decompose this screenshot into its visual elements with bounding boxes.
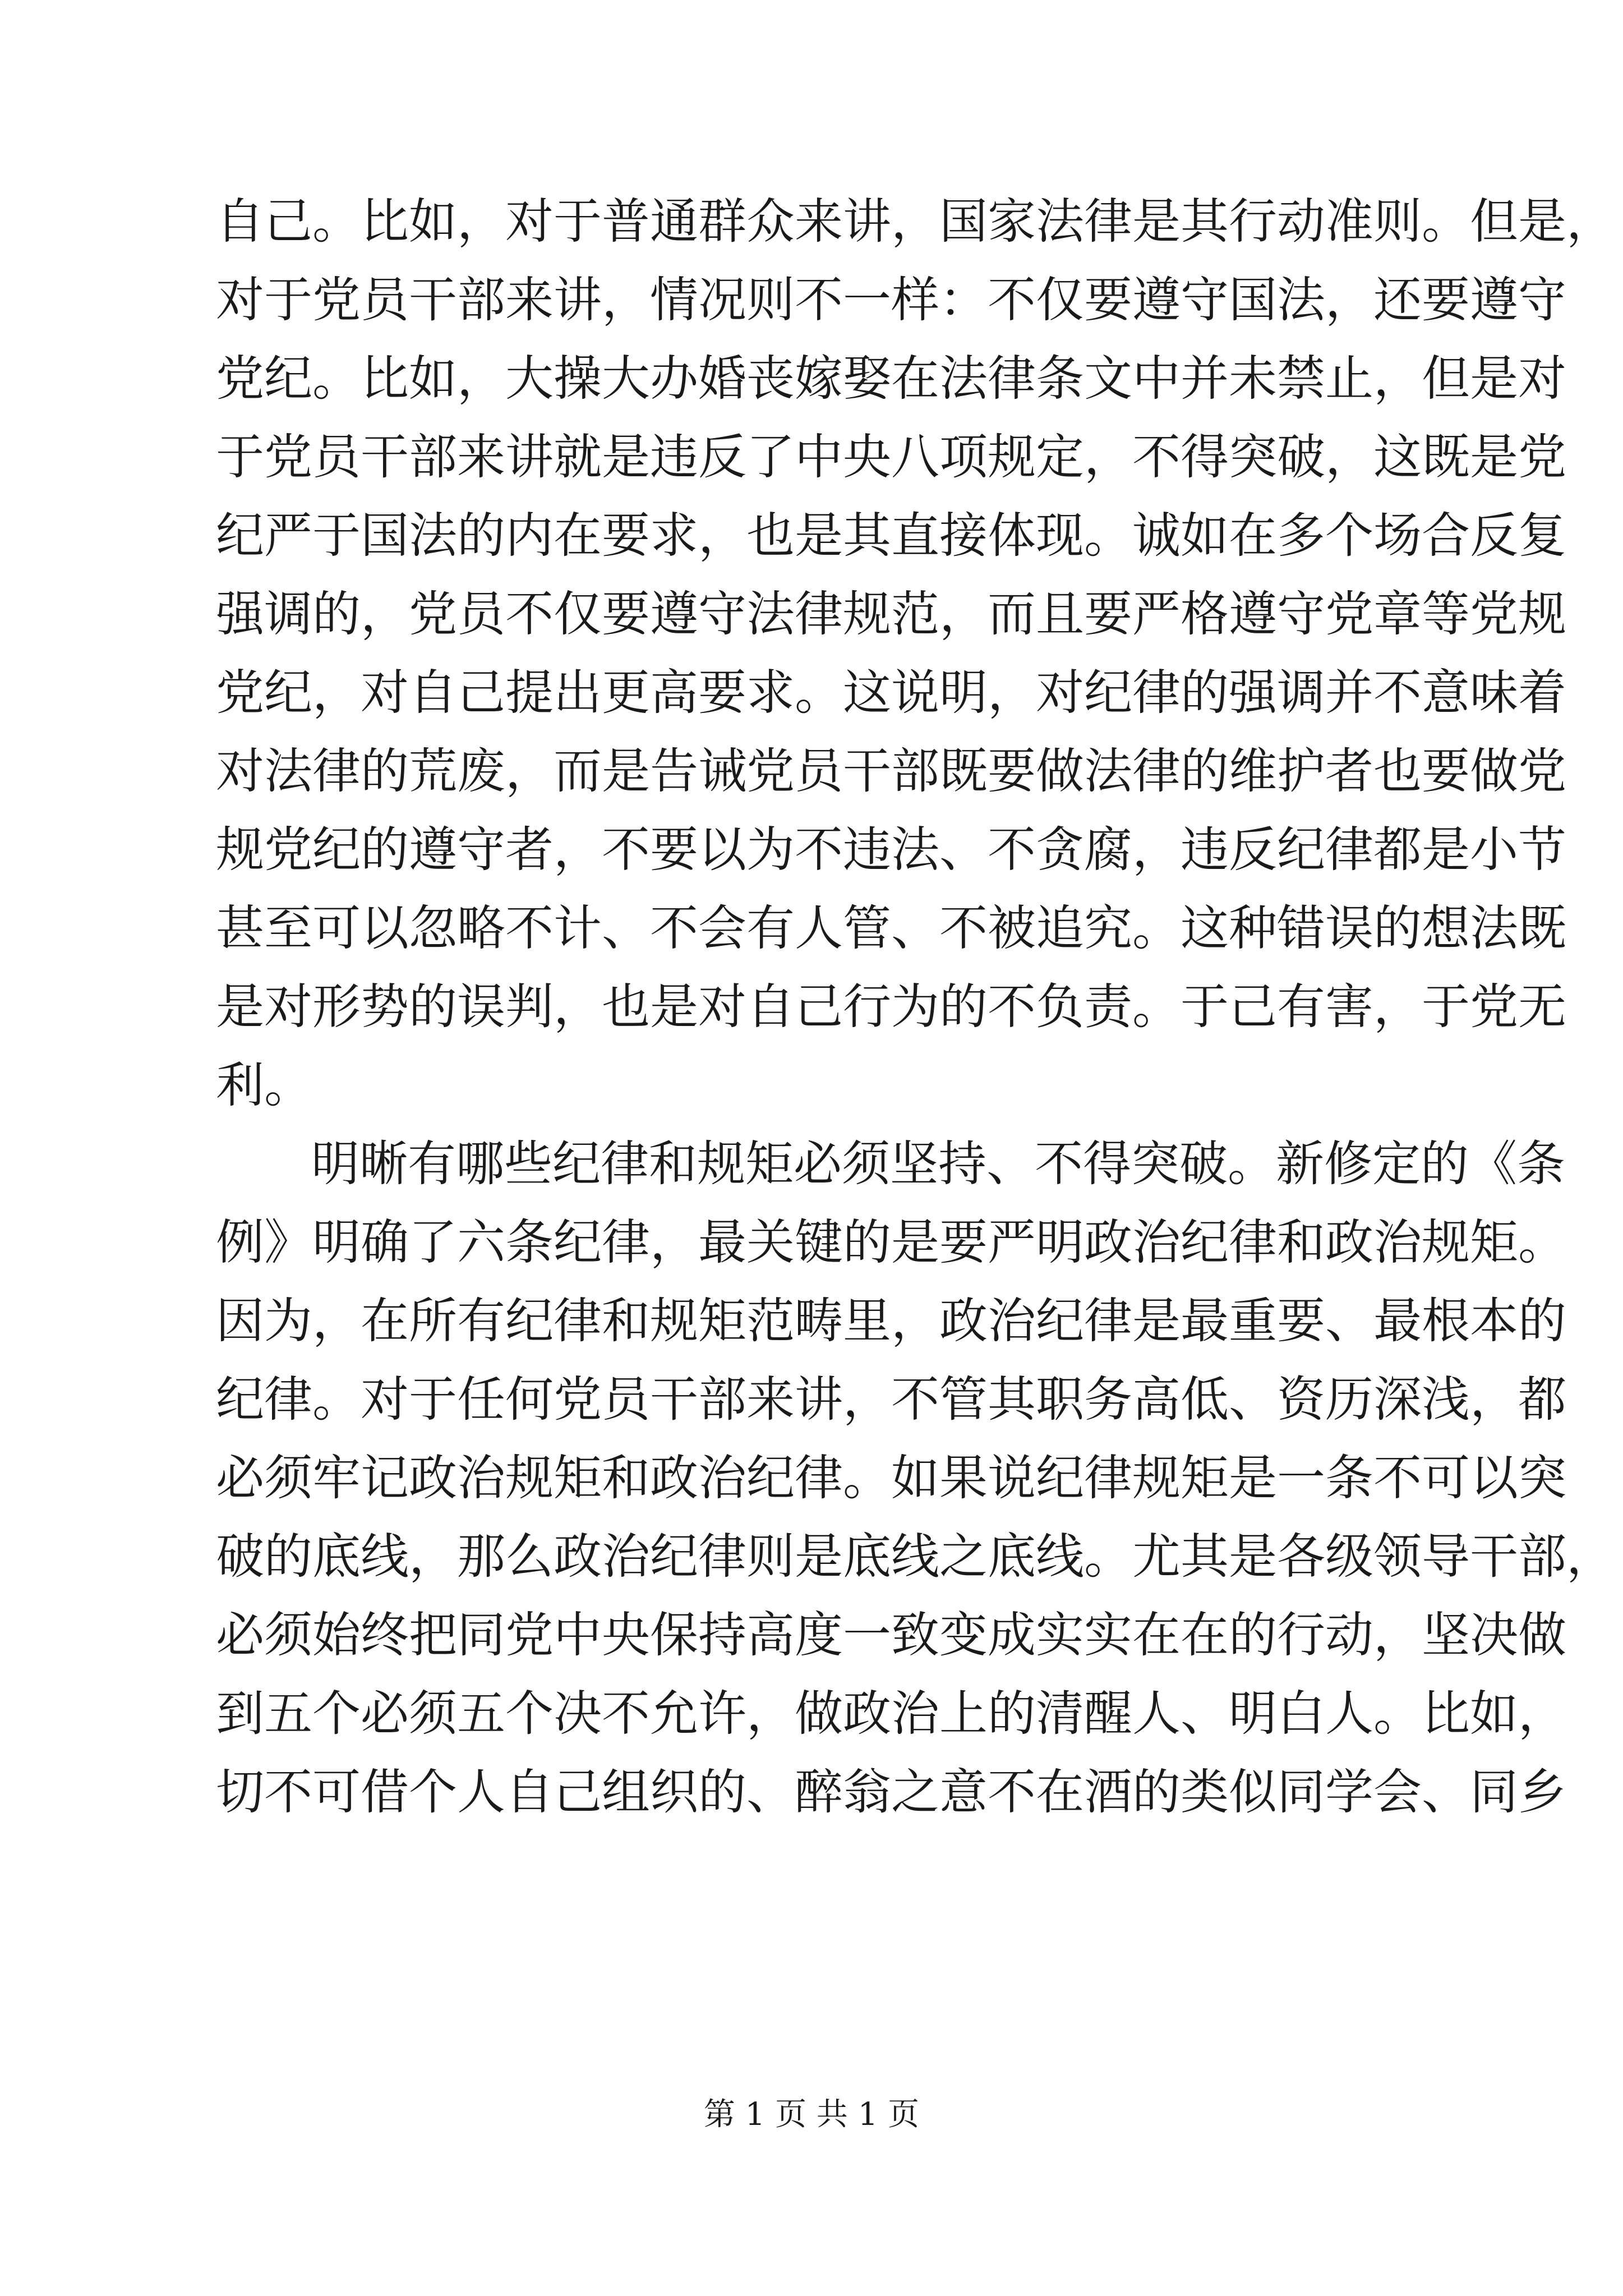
text-line: 例》明确了六条纪律，最关键的是要严明政治纪律和政治规矩。 [216,1214,1566,1271]
text-line: 党纪，对自己提出更高要求。这说明，对纪律的强调并不意味着 [216,665,1566,721]
text-line: 自己。比如，对于普通群众来讲，国家法律是其行动准则。但是， [216,194,1615,250]
text-line: 于党员干部来讲就是违反了中央八项规定，不得突破，这既是党 [216,429,1566,485]
text-line: 因为，在所有纪律和规矩范畴里，政治纪律是最重要、最根本的 [216,1293,1566,1349]
text-line: 纪严于国法的内在要求，也是其直接体现。诚如在多个场合反复 [216,508,1566,564]
text-line: 对法律的荒废，而是告诫党员干部既要做法律的维护者也要做党 [216,743,1566,799]
text-line: 规党纪的遵守者，不要以为不违法、不贪腐，违反纪律都是小节 [216,822,1566,878]
page-footer: 第 1 页 共 1 页 [703,2096,920,2133]
text-line: 纪律。对于任何党员干部来讲，不管其职务高低、资历深浅，都 [216,1372,1566,1428]
text-line: 必须牢记政治规矩和政治纪律。如果说纪律规矩是一条不可以突 [216,1450,1566,1506]
text-line: 对于党员干部来讲，情况则不一样：不仅要遵守国法，还要遵守 [216,272,1566,328]
text-line: 到五个必须五个决不允许，做政治上的清醒人、明白人。比如， [216,1686,1566,1742]
text-line: 切不可借个人自己组织的、醉翁之意不在酒的类似同学会、同乡 [216,1764,1566,1820]
text-line: 强调的，党员不仅要遵守法律规范，而且要严格遵守党章等党规 [216,586,1566,642]
text-line: 是对形势的误判，也是对自己行为的不负责。于己有害，于党无 [216,979,1566,1035]
text-line: 必须始终把同党中央保持高度一致变成实实在在的行动，坚决做 [216,1607,1566,1663]
text-line: 破的底线，那么政治纪律则是底线之底线。尤其是各级领导干部， [216,1529,1615,1585]
text-line: 利。 [216,1057,312,1114]
text-line: 明晰有哪些纪律和规矩必须坚持、不得突破。新修定的《条 [311,1136,1565,1192]
text-line: 甚至可以忽略不计、不会有人管、不被追究。这种错误的想法既 [216,900,1566,956]
text-line: 党纪。比如，大操大办婚丧嫁娶在法律条文中并未禁止，但是对 [216,351,1566,407]
